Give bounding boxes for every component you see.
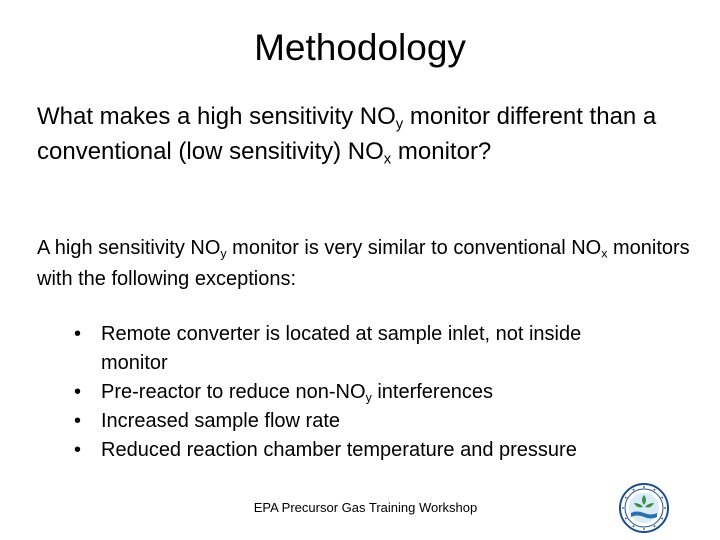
bullet-2-part-1: Pre-reactor to reduce non-NO xyxy=(101,381,366,403)
exceptions-list xyxy=(74,320,634,465)
slide-title: Methodology xyxy=(254,27,466,68)
bullet-item-chamber: • Reduced reaction chamber temperature and pressure xyxy=(74,436,634,465)
question-text xyxy=(37,99,697,169)
question-subscript-x: x xyxy=(383,151,392,168)
footer-text: EPA Precursor Gas Training Workshop xyxy=(253,500,478,515)
question-part-1: What makes a high sensitivity NO xyxy=(37,103,396,130)
intro-part-1: A high sensitivity NO xyxy=(37,237,221,259)
bullet-item-pre-reactor xyxy=(74,378,634,407)
epa-seal-icon xyxy=(619,483,669,538)
bullet-item-remote-converter: • Remote converter is located at sample inlet, not inside monitor xyxy=(74,320,634,378)
bullet-2-subscript-y: y xyxy=(365,390,372,405)
bullet-item-flow-rate: • Increased sample flow rate xyxy=(74,407,634,436)
intro-subscript-x: x xyxy=(601,246,608,261)
intro-part-2: monitor is very similar to conventional NO xyxy=(226,237,602,259)
intro-text xyxy=(37,233,697,295)
question-subscript-y: y xyxy=(395,116,404,133)
bullet-2-part-2: interferences xyxy=(371,381,493,403)
intro-subscript-y: y xyxy=(220,246,227,261)
question-part-2: monitor different than a conventional (low sensitivity) NO xyxy=(37,103,657,165)
question-part-3: monitor? xyxy=(391,138,492,165)
intro-part-3: monitors with the following exceptions: xyxy=(37,237,690,290)
